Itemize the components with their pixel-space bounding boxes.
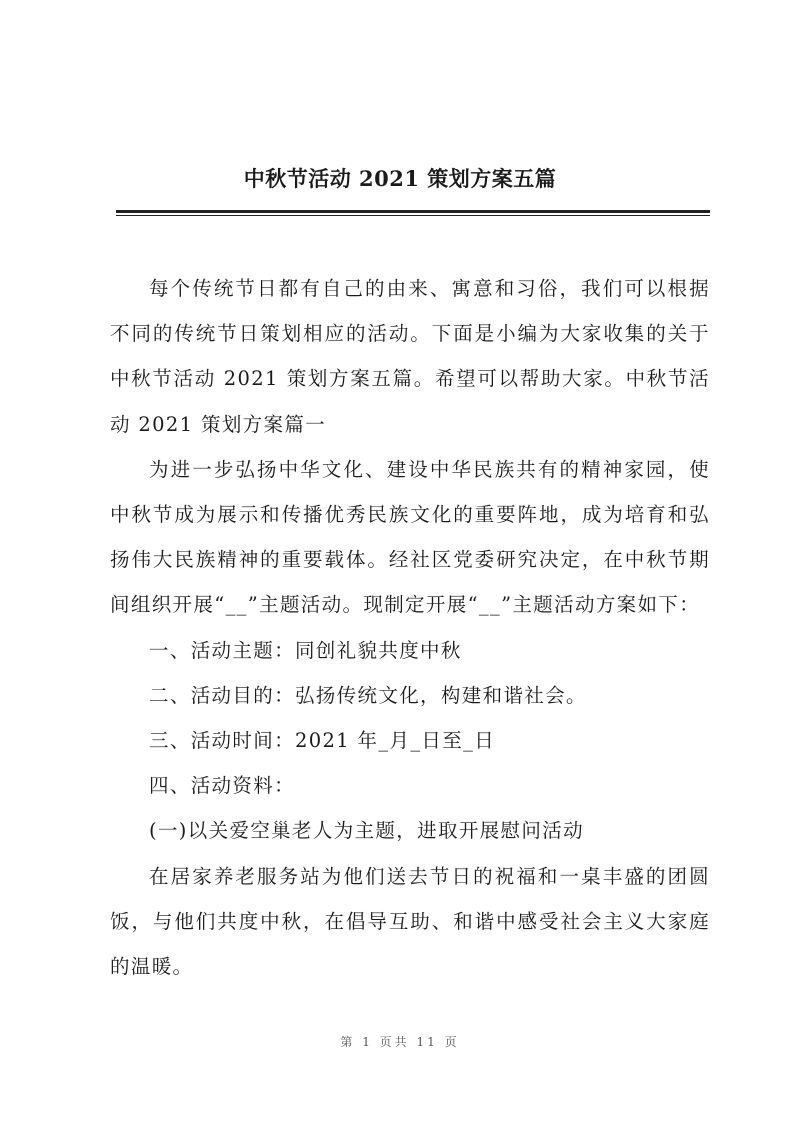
document-body [110, 266, 710, 989]
title-rule-thin [116, 215, 710, 216]
paragraph-materials: 四、活动资料： [149, 774, 295, 798]
page-number-footer: 第 1 页共 11 页 [340, 1035, 460, 1049]
paragraph-theme: 一、活动主题：同创礼貌共度中秋 [149, 638, 462, 662]
paragraph-time: 三、活动时间：2021 年_月_日至_日 [149, 729, 496, 753]
paragraph-goal: 二、活动目的：弘扬传统文化，构建和谐社会。 [149, 683, 587, 707]
document-title: 中秋节活动 2021 策划方案五篇 [243, 166, 557, 191]
title-rule-thick [116, 210, 710, 213]
paragraph-item-1: (一)以关爱空巢老人为主题，进取开展慰问活动 [149, 819, 584, 843]
paragraph-item-1-detail: 在居家养老服务站为他们送去节日的祝福和一桌丰盛的团圆饭，与他们共度中秋，在倡导互助、和谐中感受社会主义大家庭的温暖。 [110, 864, 710, 979]
paragraph-purpose: 为进一步弘扬中华文化、建设中华民族共有的精神家园，使中秋节成为展示和传播优秀民族文化的重要阵地，成为培育和弘扬伟大民族精神的重要载体。经社区党委研究决定，在中秋节期间组织开展“__”主题活动。现制定开展“__”主题活动方案如下： [110, 457, 710, 617]
paragraph-intro: 每个传统节日都有自己的由来、寓意和习俗，我们可以根据不同的传统节日策划相应的活动。下面是小编为大家收集的关于中秋节活动 2021 策划方案五篇。希望可以帮助大家。中秋节活动 2021 策划方案篇一 [110, 277, 710, 436]
